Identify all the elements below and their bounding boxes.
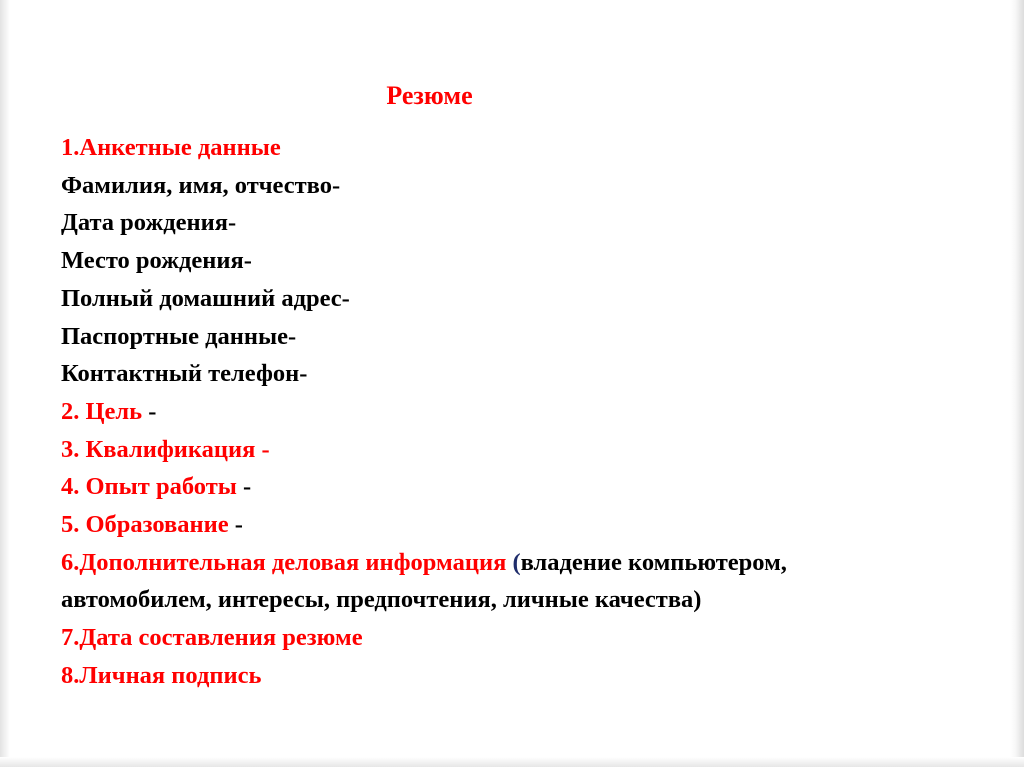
section-experience [61,468,961,506]
section-education [61,506,961,544]
section-experience-dash: - [236,473,252,501]
slide-title: Резюме [386,81,473,110]
section-experience-heading: 4. Опыт работы [61,473,237,501]
field-full-name: Фамилия, имя, отчество- [61,171,341,199]
section-additional-paren: ( [512,548,521,576]
section-date-heading: 7.Дата составления резюме [61,624,363,652]
field-phone: Контактный телефон- [61,360,308,388]
section-goal-dash: - [142,397,157,425]
section-additional-detail-1: владение компьютером, [520,548,787,576]
field-birth-place: Место рождения- [61,247,252,275]
section-signature-heading: 8.Личная подпись [61,661,262,689]
slide-shadow-bottom [0,757,1024,767]
slide-shadow-right [1010,0,1024,767]
field-home-address: Полный домашний адрес- [61,284,350,312]
section-additional [61,544,961,582]
section-goal-heading: 2. Цель [61,397,143,425]
section-qualification-heading: 3. Квалификация - [61,435,270,463]
field-passport: Паспортные данные- [61,322,297,350]
section-education-dash: - [228,511,243,539]
section-education-heading: 5. Образование [61,511,229,539]
field-birth-date: Дата рождения- [61,209,237,237]
section-additional-heading: 6.Дополнительная деловая информация [61,548,513,576]
section-goal [61,393,961,431]
section-additional-detail-2: автомобилем, интересы, предпочтения, личные качества) [61,586,702,614]
slide-shadow-left [0,0,10,767]
section-personal-heading: 1.Анкетные данные [61,134,281,161]
slide [12,10,1008,755]
resume-outline [61,129,961,695]
